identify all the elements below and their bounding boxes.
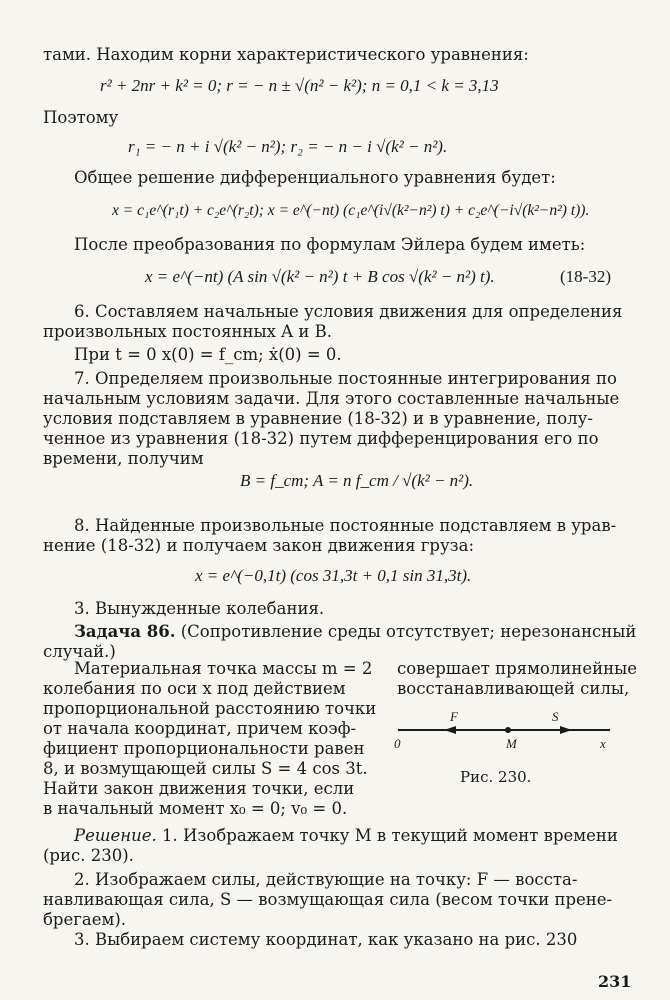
equation-roots: r₁ = − n + i √(k² − n²); r₂ = − n − i √(k² − n²). [128, 137, 448, 156]
equation-number: (18-32) [560, 267, 611, 286]
text-line: брегаем). [43, 910, 127, 929]
text-line: 2. Изображаем силы, действующие на точку: F — восста- [74, 870, 578, 889]
text-line: от начала координат, причем коэф- [43, 719, 357, 738]
text-line: Общее решение дифференциального уравнения будет: [74, 168, 556, 187]
text-line: После преобразования по формулам Эйлера будем иметь: [74, 235, 586, 254]
text-line: начальным условиям задачи. Для этого составленные начальные [43, 389, 620, 408]
problem-heading [74, 622, 636, 642]
text-line: При t = 0 x(0) = f_cm; ẋ(0) = 0. [74, 345, 342, 364]
text-line: фициент пропорциональности равен [43, 739, 365, 758]
text-line: тами. Находим корни характеристического уравнения: [43, 45, 529, 64]
text-line: (рис. 230). [43, 846, 134, 865]
equation-constants: B = f_cm; A = n f_cm / √(k² − n²). [240, 471, 474, 490]
point-m-label: M [506, 736, 517, 751]
text-line: Поэтому [43, 108, 119, 127]
page-number: 231 [598, 972, 632, 991]
text-line: нение (18-32) и получаем закон движения груза: [43, 536, 475, 555]
point-m-dot [505, 727, 511, 733]
text-line: 3. Выбираем систему координат, как указано на рис. 230 [74, 930, 578, 949]
solution-line [74, 826, 618, 846]
solution-label: Решение. [74, 826, 157, 845]
text-line: в начальный момент x₀ = 0; v₀ = 0. [43, 799, 348, 818]
figure-caption: Рис. 230. [460, 768, 532, 786]
problem-number: Задача 86. [74, 622, 176, 641]
text-line: Найти закон движения точки, если [43, 779, 355, 798]
text-line: произвольных постоянных A и B. [43, 322, 332, 341]
force-s-label: S [552, 710, 559, 724]
text-line: 7. Определяем произвольные постоянные интегрирования по [74, 369, 617, 388]
text-line: совершает прямолинейные [397, 659, 637, 678]
force-f-arrow [444, 726, 456, 734]
text-line: колебания по оси x под действием [43, 679, 346, 698]
text-line: времени, получим [43, 449, 204, 468]
text-line: ченное из уравнения (18-32) путем дифференцирования его по [43, 429, 599, 448]
equation-general-solution: x = c₁e^(r₁t) + c₂e^(r₂t); x = e^(−nt) (c₁e^(i√(k²−n²) t) + c₂e^(−i√(k²−n²) t)). [112, 202, 590, 219]
text-line: случай.) [43, 642, 116, 661]
origin-label: 0 [394, 736, 401, 751]
text-line: 8. Найденные произвольные постоянные подставляем в урав- [74, 516, 617, 535]
equation-characteristic: r² + 2nr + k² = 0; r = − n ± √(n² − k²); n = 0,1 < k = 3,13 [100, 76, 499, 95]
text-line: навливающая сила, S — возмущающая сила (весом точки прене- [43, 890, 613, 909]
problem-condition: (Сопротивление среды отсутствует; нерезонансный [175, 622, 637, 641]
text-line: 6. Составляем начальные условия движения для определения [74, 302, 623, 321]
section-heading: 3. Вынужденные колебания. [74, 599, 325, 618]
equation-motion-law: x = e^(−0,1t) (cos 31,3t + 0,1 sin 31,3t). [195, 566, 472, 585]
solution-step-1: 1. Изображаем точку M в текущий момент времени [156, 826, 618, 845]
force-s-arrow [560, 726, 572, 734]
x-axis-label: x [600, 736, 606, 751]
text-line: Материальная точка массы m = 2 [74, 659, 373, 678]
figure-230 [392, 710, 622, 760]
text-line: 8, и возмущающей силы S = 4 cos 3t. [43, 759, 368, 778]
equation-18-32: x = e^(−nt) (A sin √(k² − n²) t + B cos √(k² − n²) t). [145, 267, 495, 286]
text-line: восстанавливающей силы, [397, 679, 630, 698]
force-f-label: F [450, 710, 458, 724]
text-line: условия подставляем в уравнение (18-32) и в уравнение, полу- [43, 409, 593, 428]
text-line: пропорциональной расстоянию точки [43, 699, 377, 718]
